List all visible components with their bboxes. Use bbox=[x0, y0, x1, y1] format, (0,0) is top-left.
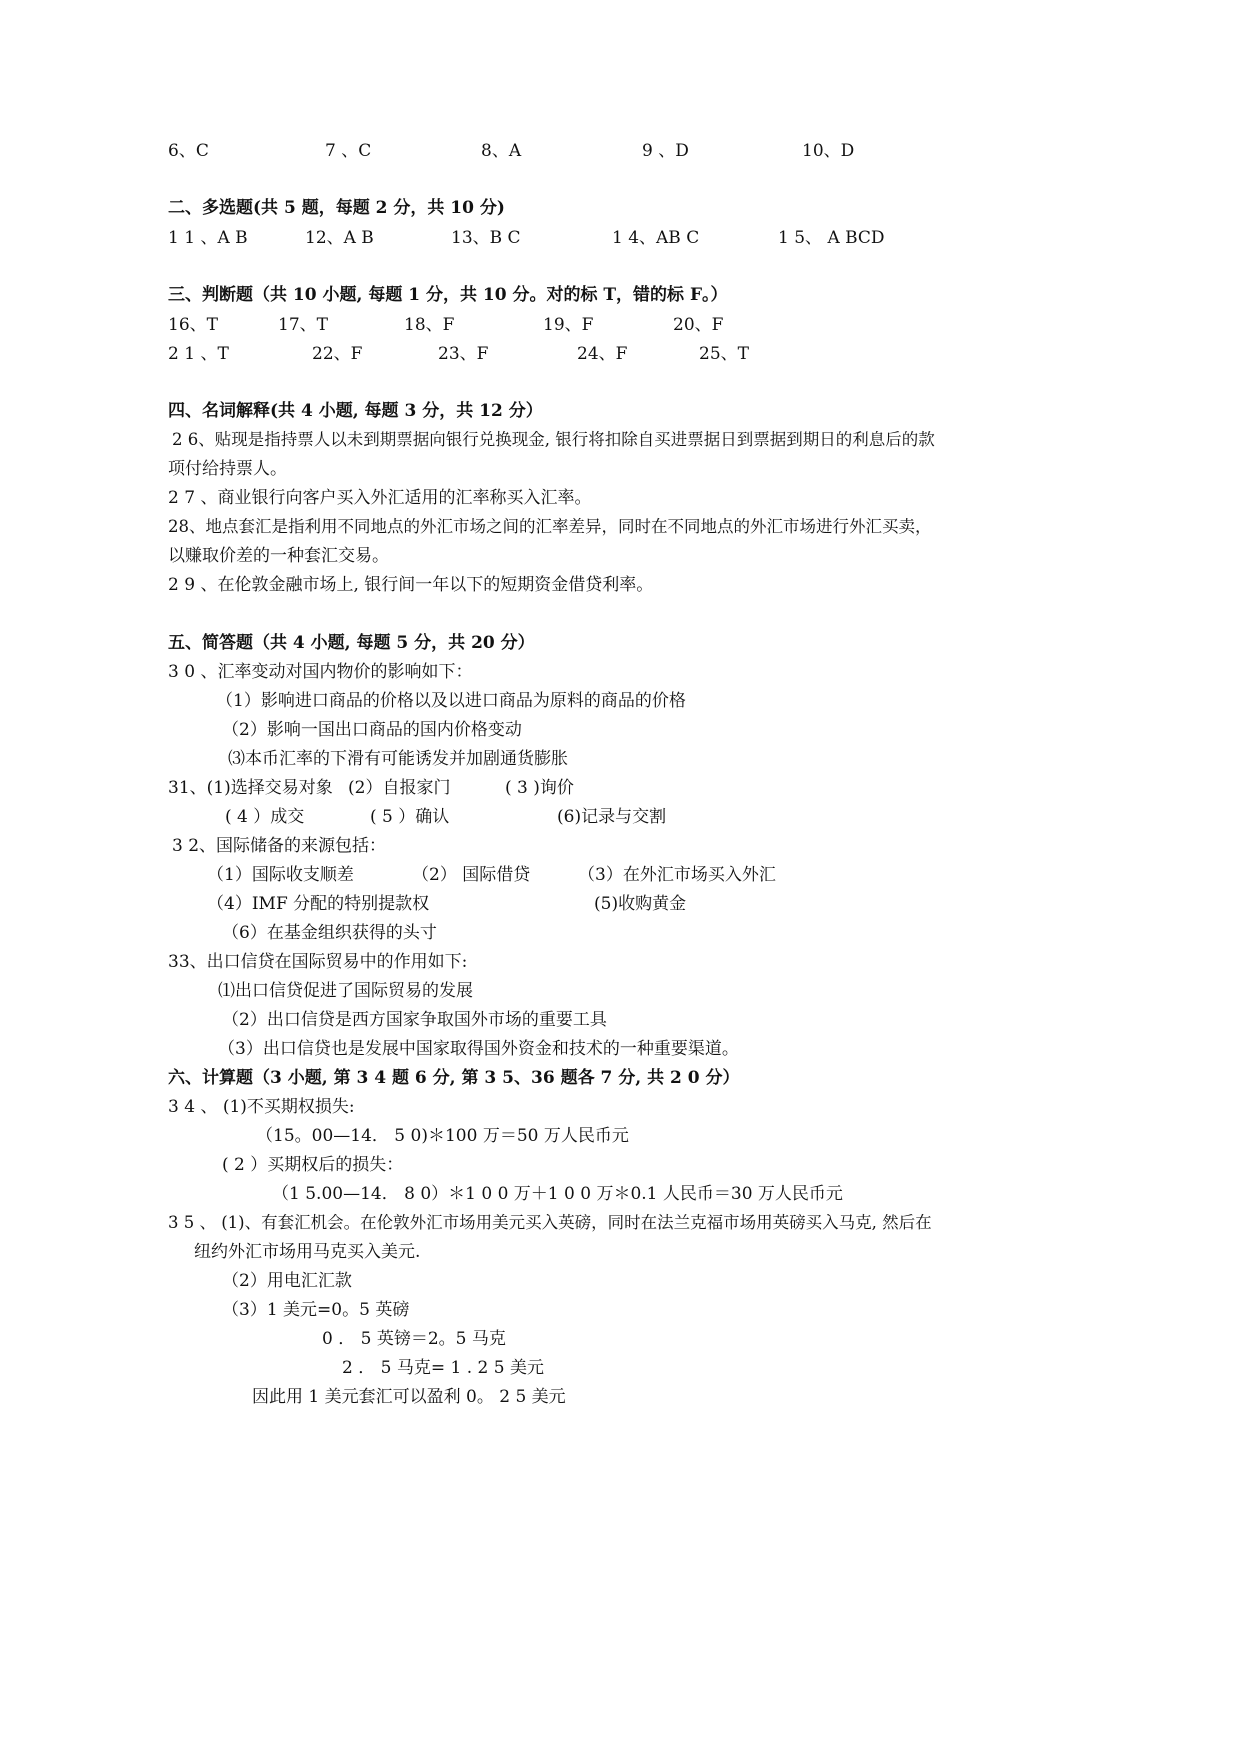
definition-26-line-2: 项付给持票人。 bbox=[168, 459, 287, 479]
answer-18: 18、F bbox=[404, 315, 455, 335]
definition-28-line-1: 28、地点套汇是指利用不同地点的外汇市场之间的汇率差异，同时在不同地点的外汇市场进行外汇买卖， bbox=[168, 517, 932, 536]
answer-31-item-4: ( 4 ）成交 bbox=[225, 807, 305, 827]
answer-32-item-3: （3）在外汇市场买入外汇 bbox=[578, 865, 776, 885]
answer-32-item-2: （2） 国际借贷 bbox=[412, 865, 531, 885]
definition-27: 2 7 、商业银行向客户买入外汇适用的汇率称买入汇率。 bbox=[168, 488, 592, 508]
answer-8: 8、A bbox=[481, 141, 522, 161]
section-3-heading: 三、判断题（共 10 小题, 每题 1 分，共 10 分。对的标 T，错的标 F。） bbox=[168, 285, 728, 305]
answer-31-item-1: 31、(1)选择交易对象 bbox=[168, 778, 333, 798]
answer-31-item-5: ( 5 ）确认 bbox=[370, 807, 450, 827]
answer-35-item-3: （3）1 美元=0。5 英磅 bbox=[222, 1300, 410, 1320]
answer-14: 1 4、AB C bbox=[612, 228, 700, 248]
answer-35-line-2: 纽约外汇市场用马克买入美元. bbox=[194, 1242, 421, 1262]
answer-33: 33、出口信贷在国际贸易中的作用如下: bbox=[168, 952, 468, 972]
answer-12: 12、A B bbox=[305, 228, 374, 248]
answer-31-item-3: ( 3 )询价 bbox=[505, 778, 574, 798]
answer-31-item-2: (2）自报家门 bbox=[348, 778, 451, 798]
answer-35-calc-1: 0 ． 5 英镑＝2。5 马克 bbox=[322, 1329, 506, 1349]
definition-28-line-2: 以赚取价差的一种套汇交易。 bbox=[168, 546, 389, 566]
answer-30: 3 0 、汇率变动对国内物价的影响如下： bbox=[168, 662, 473, 682]
answer-30-item-2: （2）影响一国出口商品的国内价格变动 bbox=[222, 720, 522, 740]
answer-32-item-4: （4）IMF 分配的特别提款权 bbox=[207, 894, 430, 914]
answer-34-calc-1: （15。00—14． 5 0)＊100 万＝50 万人民币元 bbox=[256, 1126, 629, 1146]
answer-32-item-5: (5)收购黄金 bbox=[594, 894, 687, 914]
answer-22: 22、F bbox=[312, 344, 363, 364]
answer-34-item-2: ( 2 ）买期权后的损失： bbox=[222, 1155, 404, 1175]
answer-21: 2 1 、T bbox=[168, 344, 229, 364]
answer-13: 13、B C bbox=[451, 228, 521, 248]
answer-32: 3 2、国际储备的来源包括： bbox=[172, 836, 387, 856]
section-6-heading: 六、计算题（3 小题, 第 3 4 题 6 分, 第 3 5、36 题各 7 分, 共 2 0 分） bbox=[168, 1068, 740, 1088]
answer-32-item-6: （6）在基金组织获得的头寸 bbox=[222, 923, 437, 943]
answer-32-item-1: （1）国际收支顺差 bbox=[207, 865, 354, 885]
answer-24: 24、F bbox=[577, 344, 628, 364]
answer-16: 16、T bbox=[168, 315, 218, 335]
answer-10: 10、D bbox=[802, 141, 855, 161]
answer-30-item-1: （1）影响进口商品的价格以及以进口商品为原料的商品的价格 bbox=[216, 691, 686, 711]
answer-6: 6、C bbox=[168, 141, 209, 161]
answer-33-item-1: ⑴出口信贷促进了国际贸易的发展 bbox=[218, 981, 473, 1001]
definition-26-line-1: 2 6、贴现是指持票人以未到期票据向银行兑换现金, 银行将扣除自买进票据日到票据到期日的利息后的款 bbox=[172, 430, 935, 449]
answer-35-conclusion: 因此用 1 美元套汇可以盈利 0。 2 5 美元 bbox=[252, 1387, 566, 1407]
answer-23: 23、F bbox=[438, 344, 489, 364]
answer-35-item-2: （2）用电汇汇款 bbox=[222, 1271, 352, 1291]
answer-9: 9 、D bbox=[642, 141, 689, 161]
answer-33-item-2: （2）出口信贷是西方国家争取国外市场的重要工具 bbox=[222, 1010, 607, 1030]
section-4-heading: 四、名词解释(共 4 小题, 每题 3 分，共 12 分） bbox=[168, 401, 543, 421]
answer-20: 20、F bbox=[673, 315, 724, 335]
definition-29: 2 9 、在伦敦金融市场上, 银行间一年以下的短期资金借贷利率。 bbox=[168, 575, 654, 595]
answer-7: 7 、C bbox=[325, 141, 372, 161]
answer-35: 3 5 、 (1)、有套汇机会。在伦敦外汇市场用美元买入英磅，同时在法兰克福市场用英磅买入马克, 然后在 bbox=[168, 1213, 932, 1232]
answer-33-item-3: （3）出口信贷也是发展中国家取得国外资金和技术的一种重要渠道。 bbox=[218, 1039, 739, 1059]
answer-17: 17、T bbox=[278, 315, 328, 335]
answer-30-item-3: ⑶本币汇率的下滑有可能诱发并加剧通货膨胀 bbox=[228, 749, 568, 769]
answer-25: 25、T bbox=[699, 344, 749, 364]
answer-31-item-6: (6)记录与交割 bbox=[557, 807, 667, 827]
section-2-heading: 二、多选题(共 5 题，每题 2 分，共 10 分) bbox=[168, 198, 505, 218]
answer-19: 19、F bbox=[543, 315, 594, 335]
answer-34-calc-2: （1 5.00—14． 8 0）＊1 0 0 万＋1 0 0 万＊0.1 人民币＝30 万人民币元 bbox=[272, 1184, 843, 1204]
answer-35-calc-2: 2 ． 5 马克= 1 . 2 5 美元 bbox=[342, 1358, 544, 1378]
answer-15: 1 5、 A BCD bbox=[778, 228, 885, 248]
section-5-heading: 五、简答题（共 4 小题, 每题 5 分，共 20 分） bbox=[168, 633, 535, 653]
answer-34: 3 4 、 (1)不买期权损失: bbox=[168, 1097, 355, 1117]
answer-11: 1 1 、A B bbox=[168, 228, 248, 248]
